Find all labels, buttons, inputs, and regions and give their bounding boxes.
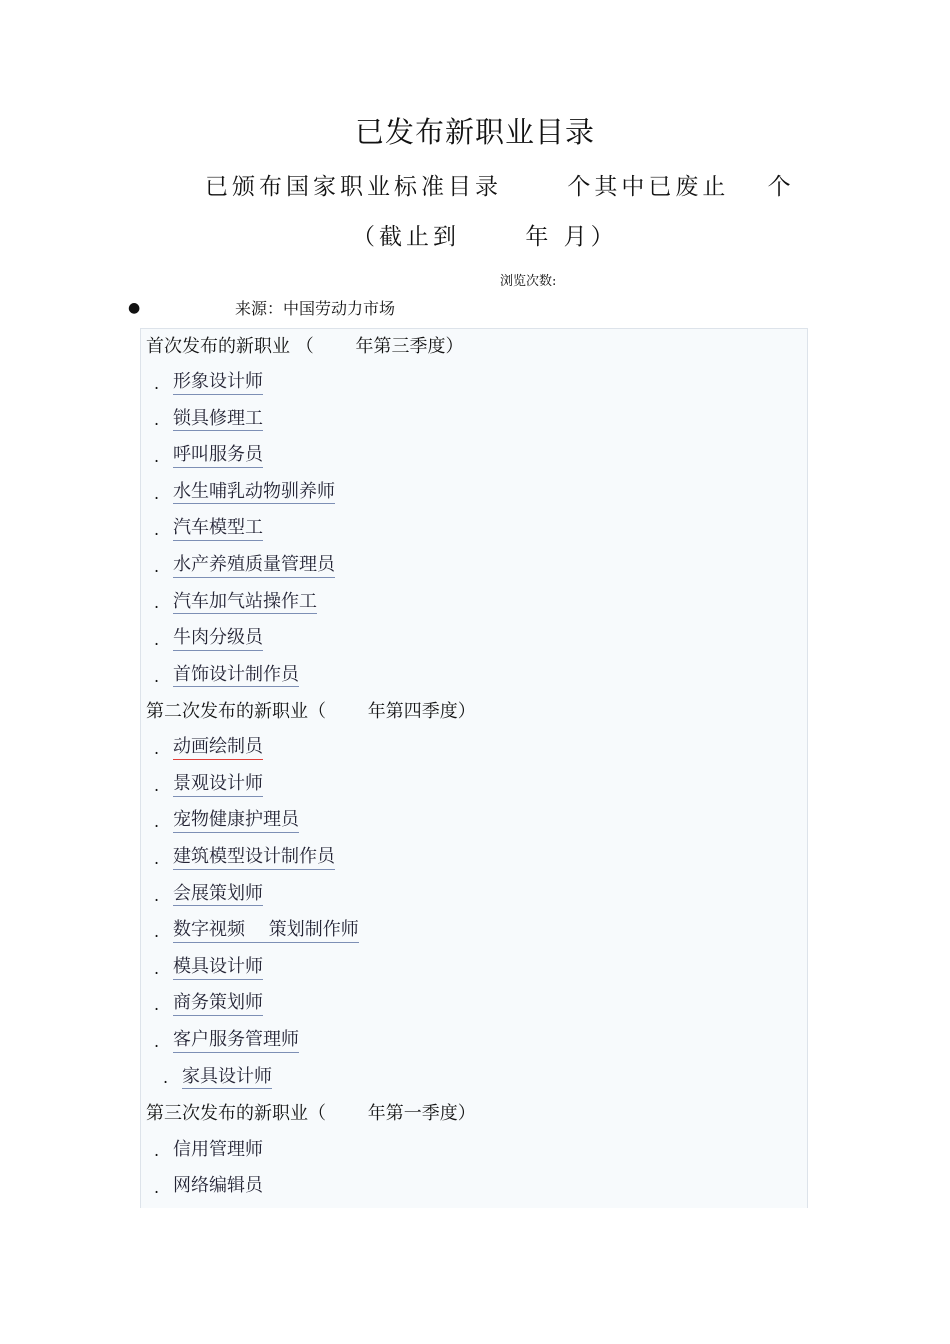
page-title: 已发布新职业目录: [354, 115, 595, 149]
deadline-line: [352, 218, 618, 251]
standards-count-unit: 个: [767, 174, 795, 200]
list-item: . 汽车模型工: [154, 517, 263, 540]
list-item: . 家具设计师: [163, 1065, 272, 1088]
source-text: 来源：中国劳动力市场: [235, 299, 396, 318]
list-item: . 汽车加气站操作工: [154, 590, 317, 613]
list-item: . 模具设计师: [154, 955, 263, 978]
list-item: . 数字视频 策划制作师: [154, 919, 359, 942]
list-item: . 动画绘制员: [154, 736, 263, 759]
occupation-link[interactable]: 景观设计师: [173, 774, 263, 797]
occupation-link[interactable]: 汽车模型工: [173, 518, 263, 541]
list-item: . 锁具修理工: [154, 407, 263, 430]
occupation-link[interactable]: 家具设计师: [182, 1067, 272, 1090]
list-item: . 商务策划师: [154, 992, 263, 1015]
view-count: 浏览次数:: [500, 274, 557, 289]
list-item: . 会展策划师: [154, 882, 263, 905]
source-row: [128, 296, 395, 319]
section-heading-first: 首次发布的新职业 （ 年第三季度）: [146, 336, 464, 357]
occupation-link[interactable]: 宠物健康护理员: [173, 810, 299, 833]
occupation-list-panel: [140, 328, 808, 1208]
occupation-link[interactable]: 锁具修理工: [173, 409, 263, 432]
list-item: . 景观设计师: [154, 772, 263, 795]
occupation-link[interactable]: 汽车加气站操作工: [173, 592, 317, 615]
list-item: . 客户服务管理师: [154, 1029, 299, 1051]
deadline-open: （截止到: [352, 224, 460, 250]
list-item: . 宠物健康护理员: [154, 809, 299, 832]
deadline-year: 年: [525, 224, 553, 250]
occupation-link[interactable]: 商务策划师: [173, 993, 263, 1016]
list-item: . 首饰设计制作员: [154, 663, 299, 686]
deadline-month: 月）: [563, 224, 618, 250]
section-heading-third: 第三次发布的新职业（ 年第一季度）: [146, 1103, 476, 1125]
occupation-link[interactable]: 动画绘制员: [173, 737, 263, 760]
standards-summary-label: 已颁布国家职业标准目录: [205, 174, 502, 200]
occupation-link[interactable]: 信用管理师: [173, 1138, 263, 1160]
occupation-link[interactable]: 首饰设计制作员: [173, 665, 299, 688]
list-item: . 信用管理师: [154, 1138, 263, 1161]
occupation-link[interactable]: 会展策划师: [173, 884, 263, 907]
standards-abolished-label: 个其中已废止: [567, 174, 730, 200]
list-item: . 网络编辑员: [154, 1175, 263, 1197]
list-item: . 形象设计师: [154, 370, 263, 393]
occupation-link[interactable]: 数字视频 策划制作师: [173, 920, 359, 943]
list-item: . 呼叫服务员: [154, 444, 263, 466]
occupation-link[interactable]: 客户服务管理师: [173, 1030, 299, 1053]
standards-summary: [205, 168, 795, 201]
occupation-link[interactable]: 网络编辑员: [173, 1175, 263, 1197]
list-item: . 建筑模型设计制作员: [154, 846, 335, 868]
list-item: . 水生哺乳动物驯养师: [154, 480, 335, 503]
occupation-link[interactable]: 水生哺乳动物驯养师: [173, 482, 335, 505]
occupation-link[interactable]: 形象设计师: [173, 372, 263, 395]
occupation-link[interactable]: 牛肉分级员: [173, 628, 263, 651]
bullet-icon: ●: [128, 299, 141, 316]
list-item: . 水产养殖质量管理员: [154, 553, 335, 576]
list-item: . 牛肉分级员: [154, 627, 263, 649]
occupation-link[interactable]: 呼叫服务员: [173, 445, 263, 468]
occupation-link[interactable]: 建筑模型设计制作员: [173, 847, 335, 870]
occupation-link[interactable]: 水产养殖质量管理员: [173, 555, 335, 578]
section-heading-second: 第二次发布的新职业（ 年第四季度）: [146, 701, 476, 723]
occupation-link[interactable]: 模具设计师: [173, 957, 263, 980]
